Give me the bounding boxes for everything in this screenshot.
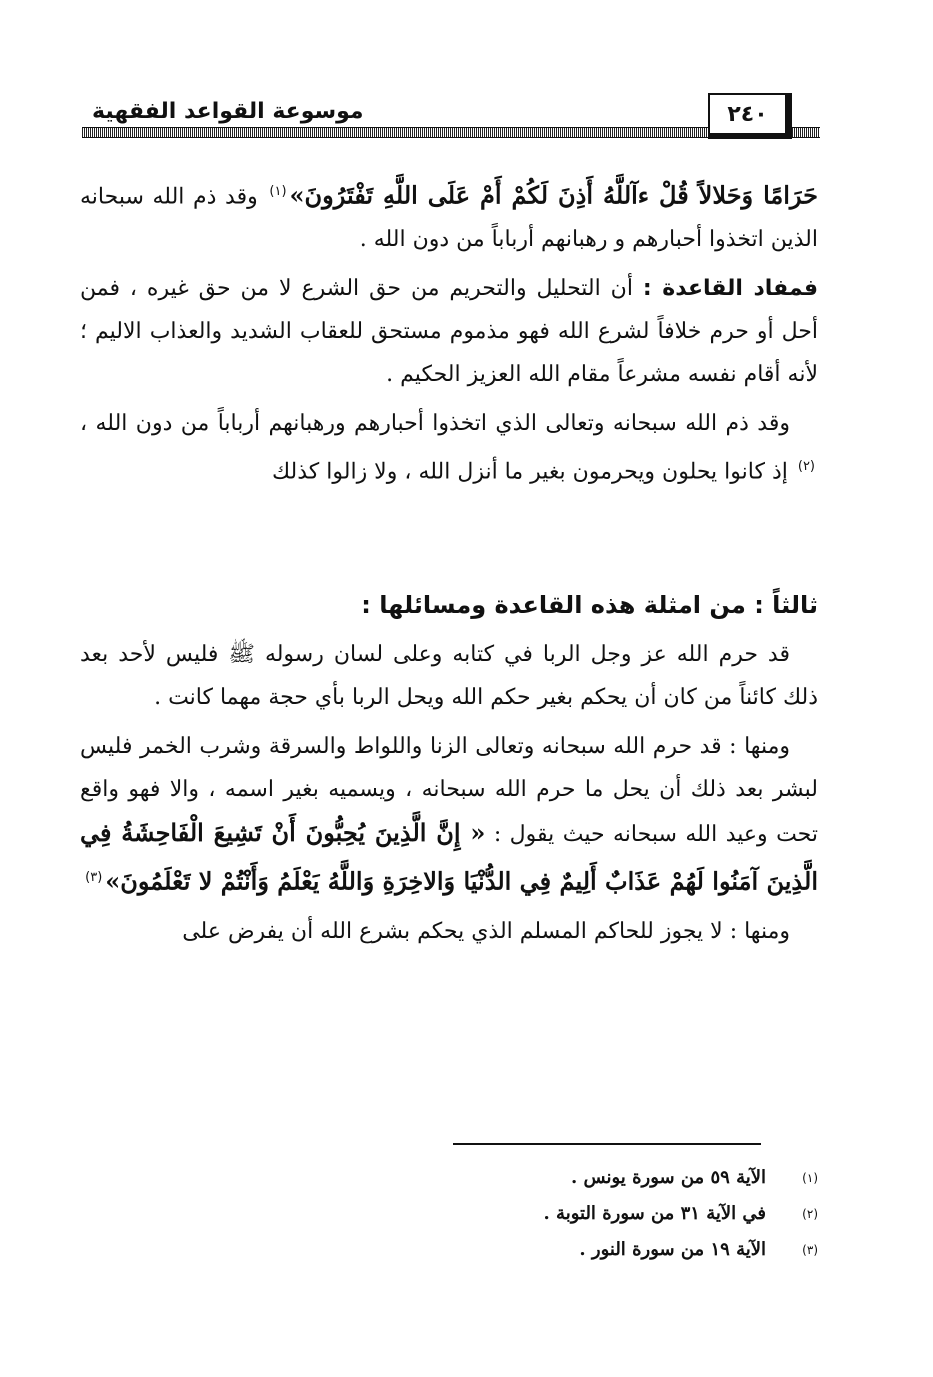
page-number-box [708,93,792,139]
paragraph-2 [80,267,818,396]
page-body [80,170,818,959]
footnote-ref-3: (٣) [85,869,103,885]
footnote-item [98,1160,818,1196]
footnote-text: في الآية ٣١ من سورة التوبة . [543,1203,766,1224]
paragraph-2-text: أن التحليل والتحريم من حق الشرع لا من حق غيره ، فمن أحل أو حرم خلافاً لشرع الله فهو مذموم مستحق للعقاب الشديد والعذاب الاليم ؛ لأنه أقام نفسه مشرعاً مقام الله العزيز الحكيم . [80,276,818,388]
paragraph-4-text: قد حرم الله عز وجل الربا في كتابه وعلى لسان رسوله ﷺ فليس لأحد بعد ذلك كائناً من كان أن يحكم بغير حكم الله ويحل الربا بأي حجة مهما كانت . [80,641,818,710]
footnote-separator [453,1143,761,1145]
footnote-number: (١) [802,1171,818,1185]
footnote-text: الآية ٥٩ من سورة يونس . [571,1167,766,1188]
paragraph-3-text-b: إذ كانوا يحلون ويحرمون بغير ما أنزل الله ، ولا زالوا كذلك [272,459,788,485]
paragraph-3-text-a: وقد ذم الله سبحانه وتعالى الذي اتخذوا أحبارهم ورهبانهم أرباباً من دون الله ، [80,411,790,437]
footnotes [98,1160,818,1268]
quran-verse-2: « إِنَّ الَّذِينَ يُحِبُّونَ أَنْ تَشِيعَ الْفَاحِشَةُ فِي الَّذِينَ آمَنُوا لَهُمْ عَذَابٌ أَلِيمٌ فِي الدُّنْيَا وَالاخِرَةِ وَاللَّهُ يَعْلَمُ وَأَنْتُمْ لا تَعْلَمُونَ» [80,817,818,895]
footnote-item [98,1232,818,1268]
footnote-number: (٣) [802,1243,818,1257]
rule-lead: فمفاد القاعدة : [642,276,818,302]
paragraph-1 [80,170,818,261]
quran-verse-1: حَرَامًا وَحَلالاً قُلْ ءآللَّهُ أَذِنَ لَكُمْ أَمْ عَلَى اللَّهِ تَفْتَرُونَ» [289,180,819,210]
paragraph-1-text: وقد ذم الله سبحانه الذين اتخذوا أحبارهم و رهبانهم أرباباً من دون الله . [80,184,818,253]
footnote-ref-1: (١) [269,184,287,199]
footnote-ref-2: (٢) [797,459,815,475]
running-title: موسوعة القواعد الفقهية [92,99,364,124]
page-header [82,93,820,143]
section-heading: ثالثاً : من امثلة هذه القاعدة ومسائلها : [361,590,818,619]
page-number: ٢٤٠ [727,101,768,127]
paragraph-5-text: ومنها : قد حرم الله سبحانه وتعالى الزنا واللواط والسرقة وشرب الخمر فليس لبشر بعد ذلك أن يحل ما حرم الله سبحانه ، ويسميه بغير اسمه ، والا فهو واقع تحت وعيد الله سبحانه حيث يقول : [80,733,819,847]
paragraph-6-text: ومنها : لا يجوز للحاكم المسلم الذي يحكم بشرع الله أن يفرض على [182,918,790,944]
paragraph-5 [80,725,818,904]
paragraph-6 [80,910,818,953]
paragraph-3 [80,402,818,493]
paragraph-4 [80,633,818,719]
footnote-number: (٢) [802,1207,818,1221]
footnote-item [98,1196,818,1232]
footnote-text: الآية ١٩ من سورة النور . [579,1239,766,1260]
